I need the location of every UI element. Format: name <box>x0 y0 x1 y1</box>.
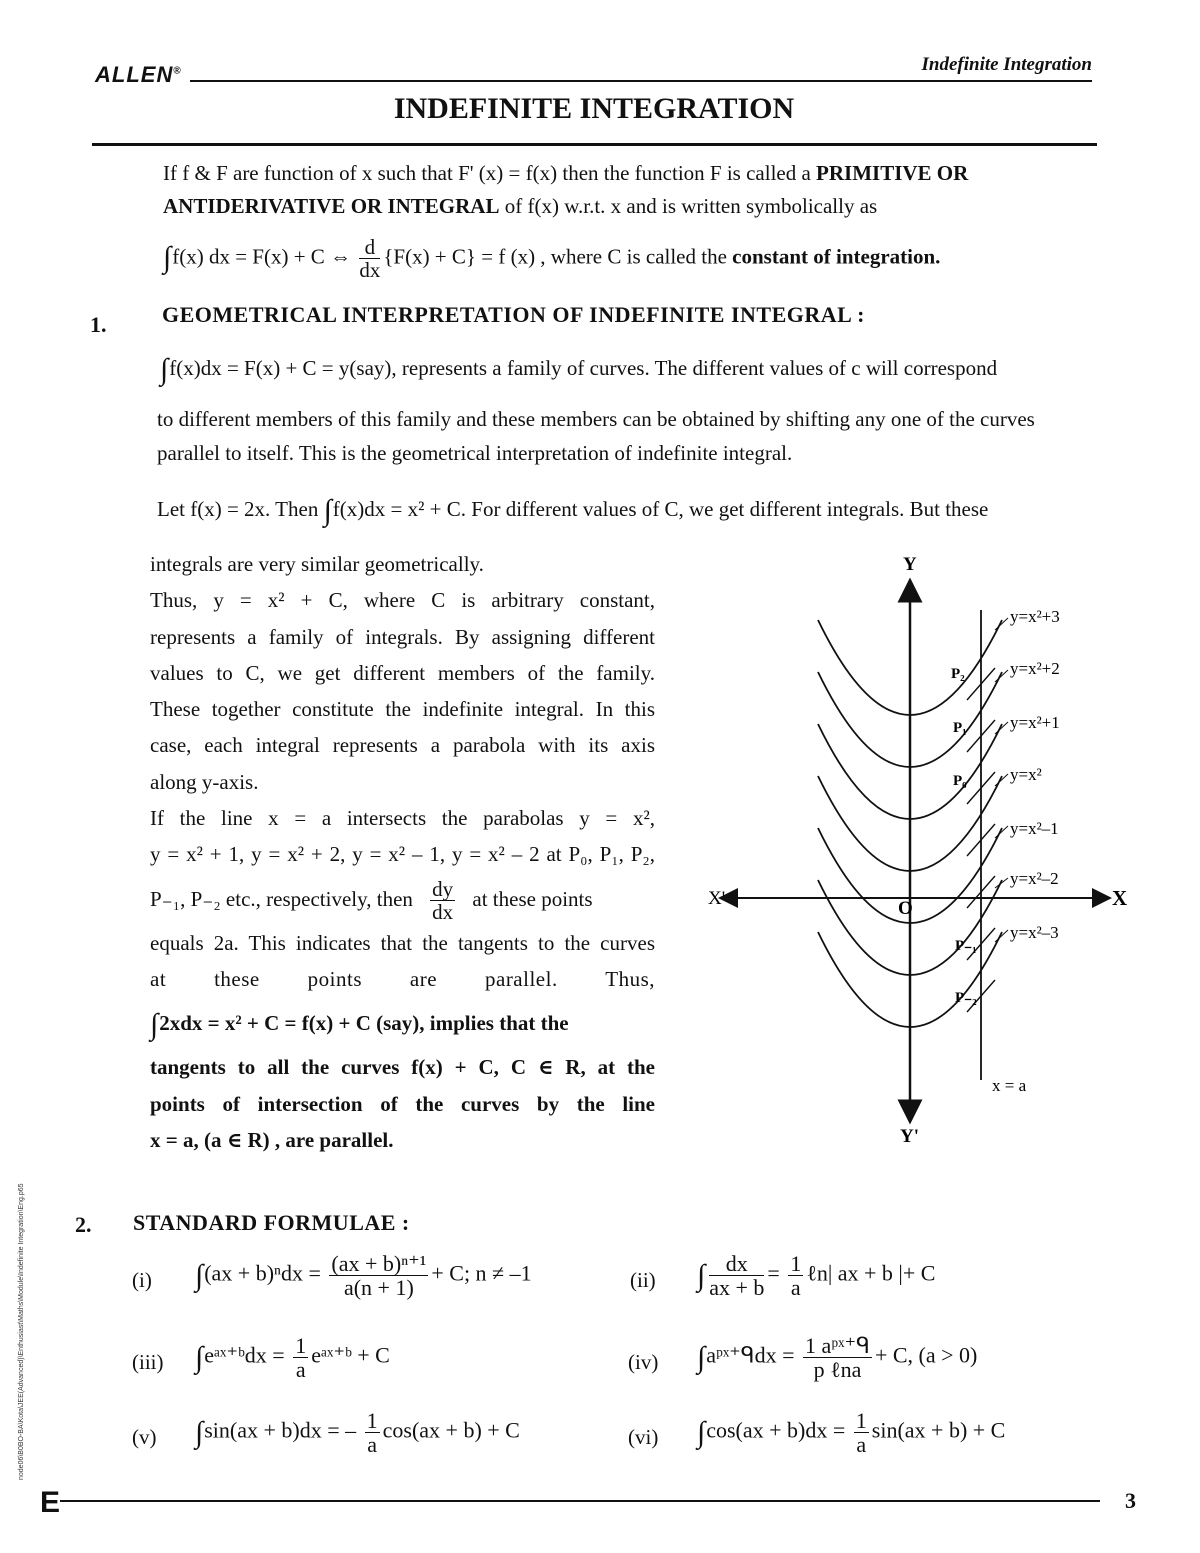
formula-1: ∫(ax + b)ⁿdx = $\frac{\text{(ax + b)ⁿ⁺¹}}{a(n + 1)}$ + C; n ≠ –1 <box>195 1251 532 1301</box>
formula-6-label: (vi) <box>628 1425 659 1449</box>
axis-yp-label: Y' <box>900 1126 919 1147</box>
origin-label: O <box>898 898 913 919</box>
point-label: P₀ <box>953 773 967 789</box>
formula-1-label: (i) <box>132 1268 152 1292</box>
curve-label: y=x²+1 <box>1010 713 1060 732</box>
curve-label: y=x² <box>1010 765 1042 784</box>
point-label: P₋₁ <box>955 938 977 954</box>
margin-file-path: node06\B0BO-BA\Kota\JEE(Advanced)\Enthusiast\Maths\Module\Indefinite Integration\Eng.p65 <box>18 1183 25 1480</box>
axis-xp-label: X' <box>708 888 726 909</box>
axis-y-label: Y <box>903 554 917 575</box>
section-1-column-text: integrals are very similar geometrically. Thus, y = x² + C, where C is arbitrary constant, represents a family of integrals. By assigning different values to C, we get different members of the family. These together constitute the indefinite integral. In this case, each integral represents a parabola with its axis along y-axis. If the line x = a intersects the parabolas y = x², y = x² + 1, y = x² + 2, y = x² – 1, y = x² – 2 at P₀, P₁, P₂, P₋₁, P₋₂ etc., respectively, then $\frac{dy}{dx}$ at these points equals 2a. This indicates that the tangents to the curves at these points are parallel. Thus, ∫2xdx = x² + C = f(x) + C (say), implies that the tangents to all the curves f(x) + C, C ∈ R, at the points of intersection of the curves by the line x = a, (a ∈ R) , are parallel. <box>150 552 655 1152</box>
page-number: 3 <box>1125 1488 1136 1513</box>
section-1-number: 1. <box>90 312 107 337</box>
page-title: INDEFINITE INTEGRATION <box>393 92 795 125</box>
point-label: P₂ <box>951 666 965 682</box>
section-1-eq-line: ∫f(x)dx = F(x) + C = y(say), represents a family of curves. The different values of c will correspond <box>160 353 998 386</box>
curve-labels <box>1010 607 1060 942</box>
header-rule <box>190 80 1092 82</box>
line-x-equals-a-label: x = a <box>992 1076 1027 1095</box>
formula-5: ∫sin(ax + b)dx = – $\frac{1}{a}$ cos(ax + b) + C <box>195 1408 520 1458</box>
axis-x-label: X <box>1112 886 1128 910</box>
formula-4-label: (iv) <box>628 1350 659 1374</box>
intro-line-2: ANTIDERIVATIVE OR INTEGRAL of f(x) w.r.t. x and is written symbolically as <box>163 194 878 218</box>
footer-rule <box>60 1500 1100 1502</box>
section-1-heading: GEOMETRICAL INTERPRETATION OF INDEFINITE INTEGRAL : <box>162 302 865 327</box>
formula-3-label: (iii) <box>132 1350 164 1374</box>
formula-2: ∫ $\frac{dx}{ax + b}$ = $\frac{1}{a}$ ℓn| ax + b |+ C <box>697 1251 936 1301</box>
curve-label: y=x²–3 <box>1010 923 1059 942</box>
brand-logo: ALLEN® <box>95 62 182 87</box>
running-title: Indefinite Integration <box>921 54 1092 75</box>
section-2-heading: STANDARD FORMULAE : <box>133 1210 410 1235</box>
footer-letter: E <box>40 1486 61 1519</box>
point-labels <box>951 666 977 1006</box>
point-label: P₁ <box>953 720 967 736</box>
intro-equation: ∫f(x) dx = F(x) + C ⇔ $\frac{d}{dx}$ {F(x) + C} = f (x) , where C is called the constant of integration. <box>163 235 941 283</box>
curve-label: y=x²–2 <box>1010 869 1059 888</box>
section-1-line-2: to different members of this family and these members can be obtained by shifting any one of the curves <box>157 407 1035 431</box>
formula-4: ∫aᵖˣ⁺ᑫdx = $\frac{\text{1 aᵖˣ⁺ᑫ}}{\text{p ℓna}}$ + C, (a > 0) <box>697 1333 978 1383</box>
formula-5-label: (v) <box>132 1425 157 1449</box>
section-1-line-3: parallel to itself. This is the geometrical interpretation of indefinite integral. <box>157 441 793 465</box>
point-label: P₋₂ <box>955 990 977 1006</box>
intro-line-1: If f & F are function of x such that F' (x) = f(x) then the function F is called a PRIMITIVE OR <box>163 161 969 185</box>
formula-3: ∫eᵃˣ⁺ᵇdx = $\frac{1}{a}$ eᵃˣ⁺ᵇ + C <box>195 1333 390 1383</box>
curve-label: y=x²–1 <box>1010 819 1059 838</box>
label-leaders <box>995 618 1008 942</box>
curve-label: y=x²+2 <box>1010 659 1060 678</box>
formula-2-label: (ii) <box>630 1268 656 1292</box>
curve-label: y=x²+3 <box>1010 607 1060 626</box>
formula-6: ∫cos(ax + b)dx = $\frac{1}{a}$ sin(ax + b) + C <box>697 1408 1006 1458</box>
section-2-number: 2. <box>75 1212 92 1237</box>
parabola-family-graph <box>690 550 1130 1150</box>
title-rule <box>92 143 1097 146</box>
section-1-let-line: Let f(x) = 2x. Then ∫f(x)dx = x² + C. For different values of C, we get different integrals. But these <box>157 494 989 527</box>
